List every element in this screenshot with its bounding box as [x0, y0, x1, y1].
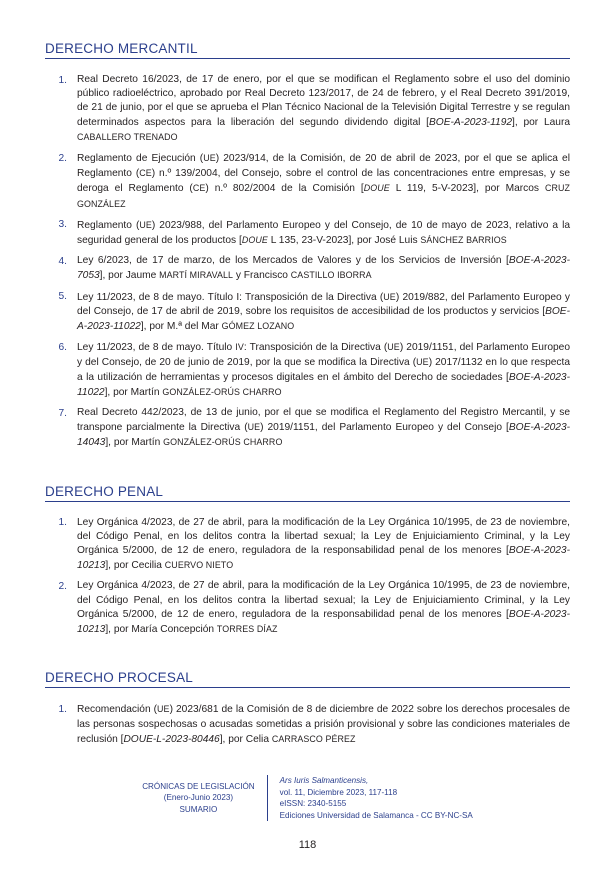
section-title: DERECHO PROCESAL — [45, 670, 193, 686]
section-spacer — [45, 643, 570, 669]
list-item — [45, 218, 570, 248]
entry-text: Ley 11/2023, de 8 de mayo. Título I: Transposición de la Directiva (UE) 2019/882, del Parlamento Europeo y del Consejo, de 17 de abril de 2019, sobre los requisitos de accesibilidad de los productos y servicios [BOE-A-2023-11022], por M.ª del Mar GÓMEZ LOZANO — [77, 291, 570, 333]
footer-series-period: (Enero-Junio 2023) — [163, 793, 234, 803]
journal-eissn: eISSN: 2340-5155 — [279, 799, 347, 808]
entry-number: 1. — [58, 74, 67, 86]
entry-number: 6. — [58, 341, 67, 353]
entry-list — [45, 516, 570, 638]
entry-number: 1. — [58, 517, 67, 529]
entry-text: Ley 11/2023, de 8 de mayo. Título IV: Transposición de la Directiva (UE) 2019/1151, del Parlamento Europeo y del Consejo, de 20 de junio de 2019, por la que se modifica la Directiva (UE) 2017/1132 en lo que respecta a la utilización de herramientas y procesos digitales en el ámbito del Derecho de sociedades [BOE-A-2023-11022], por Martín GONZÁLEZ-ORÚS CHARRO — [77, 342, 571, 398]
list-item — [45, 702, 570, 747]
section-title: DERECHO MERCANTIL — [45, 41, 198, 56]
entry-number: 1. — [58, 703, 67, 715]
entry-number: 2. — [58, 152, 67, 164]
list-item — [45, 340, 570, 400]
list-item — [45, 406, 570, 451]
entry-number: 4. — [58, 255, 67, 267]
journal-volume: vol. 11, Diciembre 2023, 117-118 — [279, 787, 398, 797]
footer-series-title: CRÓNICAS DE LEGISLACIÓN — [142, 781, 255, 791]
list-item — [45, 151, 570, 212]
section-heading — [45, 669, 570, 688]
entry-number: 7. — [58, 407, 67, 419]
entry-text: Ley Orgánica 4/2023, de 27 de abril, para la modificación de la Ley Orgánica 10/1995, de 23 de noviembre, del Código Penal, en los delitos contra la libertad sexual; la Ley de Enjuiciamiento Criminal, y la Ley Orgánica 5/2000, de 12 de enero, reguladora de la responsabilidad penal de los menores [BOE-A-2023-10213], por María Concepción TORRES DÍAZ — [77, 580, 570, 636]
entry-text: Reglamento de Ejecución (UE) 2023/914, de la Comisión, de 20 de abril de 2023, por el que se aplica el Reglamento (CE) n.º 139/2004, del Consejo, sobre el control de las concentraciones entre empresas, y se deroga el Reglamento (CE) n.º 802/2004 de la Comisión [DOUE L 119, 5-V-2023], por Marcos CRUZ GONZÁLEZ — [77, 153, 571, 209]
footer-series-section: SUMARIO — [179, 804, 218, 814]
entry-text: Recomendación (UE) 2023/681 de la Comisión de 8 de diciembre de 2022 sobre los derechos procesales de las personas sospechosas o acusadas sometidas a prisión provisional y sobre las condiciones materiales de reclusión [DOUE-L-2023-80446], por Celia CARRASCO PÉREZ — [77, 704, 571, 745]
entry-number: 2. — [58, 580, 67, 592]
list-item — [45, 516, 570, 574]
entry-text: Ley Orgánica 4/2023, de 27 de abril, para la modificación de la Ley Orgánica 10/1995, de 23 de noviembre, del Código Penal, en los delitos contra la libertad sexual; la Ley de Enjuiciamiento Criminal, y la Ley Orgánica 5/2000, de 12 de enero, reguladora de la responsabilidad penal de los menores [BOE-A-2023-10213], por Cecilia CUERVO NIETO — [77, 516, 570, 572]
page-footer — [0, 769, 615, 879]
section — [45, 483, 570, 638]
entry-list — [45, 73, 570, 451]
footer-left-block — [142, 775, 267, 821]
footer-inner — [0, 769, 615, 821]
page-number: 118 — [298, 839, 317, 851]
list-item — [45, 73, 570, 145]
journal-publisher: Ediciones Universidad de Salamanca - CC BY-NC-SA — [279, 810, 473, 820]
entry-number: 5. — [58, 291, 67, 303]
list-item — [45, 579, 570, 637]
section — [45, 669, 570, 747]
section-heading — [45, 40, 570, 59]
entry-list — [45, 702, 570, 747]
section-title: DERECHO PENAL — [45, 483, 164, 499]
journal-title: Ars Iuris Salmanticensis, — [279, 776, 369, 785]
entry-text: Reglamento (UE) 2023/988, del Parlamento Europeo y del Consejo, de 10 de mayo de 2023, relativo a la seguridad general de los productos [DOUE L 135, 23-V-2023], por José Luis SÁNCHEZ BARRIOS — [77, 219, 571, 247]
footer-right-block — [268, 775, 473, 821]
list-item — [45, 290, 570, 335]
list-item — [45, 254, 570, 283]
entry-text: Real Decreto 16/2023, de 17 de enero, por el que se modifican el Reglamento sobre el uso del dominio público radioeléctrico, aprobado por Real Decreto 123/2017, de 24 de febrero, y el Real Decreto 391/2019, de 21 de junio, por el que se aprueba el Plan Técnico Nacional de la Televisión Digital Terrestre y se regulan determinados aspectos para la liberación del segundo dividendo digital [BOE-A-2023-1192], por Laura CABALLERO TRENADO — [77, 74, 570, 142]
section — [45, 40, 570, 451]
section-spacer — [45, 457, 570, 483]
section-heading — [45, 483, 570, 502]
entry-text: Ley 6/2023, de 17 de marzo, de los Mercados de Valores y de los Servicios de Inversión [BOE-A-2023-7053], por Jaume MARTÍ MIRAVALL y Francisco CASTILLO IBORRA — [77, 255, 570, 282]
entry-number: 3. — [58, 219, 67, 231]
sections-container — [45, 40, 570, 747]
entry-text: Real Decreto 442/2023, de 13 de junio, por el que se modifica el Reglamento del Registro Mercantil, y se transpone parcialmente la Directiva (UE) 2019/1151, del Parlamento Europeo y del Consejo [BOE-A-2023-14043], por Martín GONZÁLEZ-ORÚS CHARRO — [77, 407, 571, 449]
